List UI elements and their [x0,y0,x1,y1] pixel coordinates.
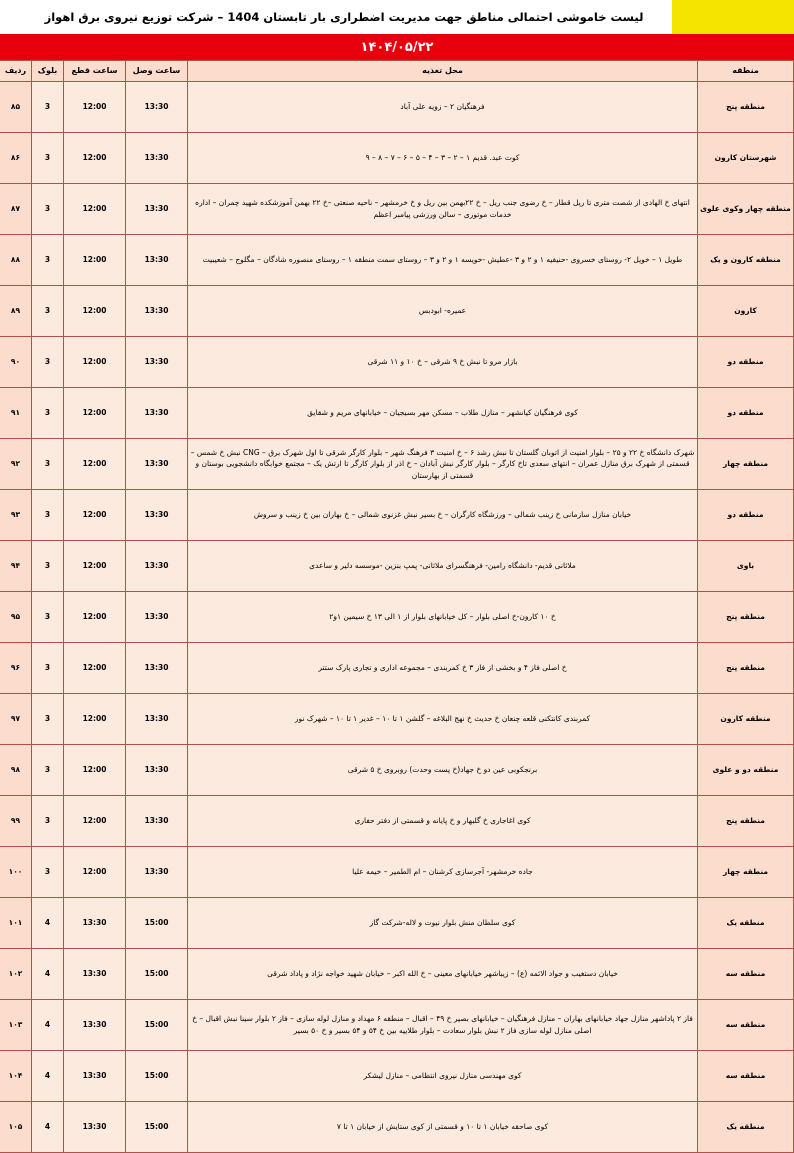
cell-vasl: 13:30 [126,337,188,388]
cell-radif: ۸۵ [0,82,32,133]
cell-ghat: 12:00 [64,439,126,490]
column-header-ghat: ساعت قطع [64,61,126,82]
cell-vasl: 13:30 [126,745,188,796]
cell-radif: ۹۶ [0,643,32,694]
cell-vasl: 13:30 [126,286,188,337]
table-row [0,1102,794,1153]
date-bar: ۱۴۰۴/۰۵/۲۲ [0,34,794,60]
cell-mantaghe: باوی [698,541,794,592]
cell-vasl: 15:00 [126,1102,188,1153]
cell-ghat: 13:30 [64,1000,126,1051]
cell-mantaghe: منطقه کارون و یک [698,235,794,286]
cell-vasl: 15:00 [126,1051,188,1102]
cell-block: 3 [32,235,64,286]
cell-ghat: 12:00 [64,286,126,337]
cell-vasl: 13:30 [126,643,188,694]
cell-block: 3 [32,133,64,184]
cell-mahal: کوی صاحقه خیابان ۱ تا ۱۰ و قسمتی از کوی ستایش از خیابان ۱ تا ۷ [188,1102,698,1153]
cell-vasl: 13:30 [126,796,188,847]
cell-block: 4 [32,1102,64,1153]
cell-vasl: 13:30 [126,490,188,541]
table-header-row [0,61,794,82]
table-row [0,1051,794,1102]
cell-ghat: 12:00 [64,745,126,796]
cell-mantaghe: منطقه پنج [698,82,794,133]
table-row [0,235,794,286]
cell-block: 3 [32,388,64,439]
cell-mahal: خیابان منازل سازمانی خ زینب شمالی – ورزشگاه کارگران – خ بسیر نبش غزنوی شمالی – خ بهاران بین خ زینب و سروش [188,490,698,541]
cell-block: 4 [32,1051,64,1102]
table-row [0,949,794,1000]
cell-mahal: فرهنگیان ۲ – زویه علی آباد [188,82,698,133]
header-banner [0,0,794,34]
cell-mantaghe: منطقه چهار [698,439,794,490]
cell-block: 3 [32,439,64,490]
table-row [0,643,794,694]
cell-mahal: خیابان دستغیب و جواد الائمه (ع) – زیباشهر خیابانهای معینی – خ الله اکبر – خیابان شهید خواجه نژاد و پاداد شرقی [188,949,698,1000]
cell-ghat: 12:00 [64,133,126,184]
cell-block: 3 [32,184,64,235]
table-row [0,439,794,490]
cell-mantaghe: منطقه سه [698,949,794,1000]
table-row [0,898,794,949]
table-row [0,286,794,337]
cell-mahal: جاده خرمشهر- آجرسازی کرشنان – ام الطمیر – خیمه علیا [188,847,698,898]
cell-vasl: 15:00 [126,949,188,1000]
cell-mahal: بازار مرو تا نبش خ ۹ شرقی – خ ۱۰ و ۱۱ شرقی [188,337,698,388]
cell-vasl: 13:30 [126,694,188,745]
cell-radif: ۱۰۲ [0,949,32,1000]
cell-mantaghe: منطقه پنج [698,592,794,643]
cell-vasl: 13:30 [126,439,188,490]
cell-mahal: کوی فرهنگیان کیانشهر – منازل طلاب – مسکن مهر بسیجیان – خیابانهای مریم و شقایق [188,388,698,439]
cell-radif: ۸۹ [0,286,32,337]
cell-mahal: شهرک دانشگاه خ ۲۲ و ۲۵ – بلوار امنیت از اتوبان گلستان تا نبش رشد ۶ – خ امنیت ۳ فرهنگ شهر – بلوار کارگر شرقی تا اول شهرک برق – CNG نبش خ شمس – قسمتی از شهرک برق منازل عمران – انتهای سعدی تاخ کارگر – بلوار کارگر نبش آبادان – خ اذر از بلوار کارگر تا ارتش یک – مجتمع خوابگاه دانشجویی بوستان و قسمتی از بهارستان [188,439,698,490]
cell-vasl: 13:30 [126,133,188,184]
cell-ghat: 12:00 [64,643,126,694]
cell-mantaghe: منطقه دو [698,490,794,541]
cell-vasl: 13:30 [126,541,188,592]
table-row [0,694,794,745]
cell-mantaghe: منطقه دو [698,388,794,439]
cell-mahal: برنجکوبی عین دو خ جهاد(خ پست وحدت) روبروی خ ۵ شرقی [188,745,698,796]
cell-mahal: فاز ۲ پاداشهر منازل جهاد خیابانهای بهاران – منازل فرهنگیان – خیابانهای بصیر خ ۴۹ – اقبال – منطقه ۶ مهداد و منازل لوله سازی – فاز ۲ بلوار سینا نبش اقبال – خ اصلی منازل لوله سازی فاز ۲ نبش بلوار سعادت – بلوار طلاییه بین خ ۵۴ و ۵۴ بسیر و خ ۵۰ بسیر [188,1000,698,1051]
table-header [0,61,794,82]
cell-mantaghe: منطقه سه [698,1051,794,1102]
cell-radif: ۹۷ [0,694,32,745]
cell-ghat: 13:30 [64,898,126,949]
cell-mantaghe: منطقه دو و علوی [698,745,794,796]
table-row [0,796,794,847]
table-row [0,337,794,388]
cell-mahal: کوی سلطان منش بلوار نیوت و لاله-شرکت گاز [188,898,698,949]
cell-ghat: 12:00 [64,694,126,745]
table-row [0,184,794,235]
cell-block: 3 [32,541,64,592]
cell-radif: ۱۰۰ [0,847,32,898]
cell-mantaghe: کارون [698,286,794,337]
cell-block: 3 [32,796,64,847]
cell-mantaghe: منطقه چهار وکوی علوی [698,184,794,235]
column-header-block: بلوک [32,61,64,82]
cell-vasl: 13:30 [126,388,188,439]
cell-radif: ۹۴ [0,541,32,592]
cell-radif: ۸۸ [0,235,32,286]
cell-ghat: 12:00 [64,235,126,286]
cell-ghat: 12:00 [64,184,126,235]
outage-table [0,60,794,1153]
table-row [0,82,794,133]
cell-mantaghe: منطقه یک [698,1102,794,1153]
cell-block: 3 [32,745,64,796]
cell-block: 3 [32,82,64,133]
cell-radif: ۹۵ [0,592,32,643]
cell-ghat: 12:00 [64,337,126,388]
cell-mantaghe: منطقه سه [698,1000,794,1051]
column-header-mantaghe: منطقه [698,61,794,82]
banner-right-spacer [0,0,16,34]
cell-radif: ۹۲ [0,439,32,490]
cell-ghat: 12:00 [64,490,126,541]
table-row [0,1000,794,1051]
cell-vasl: 15:00 [126,1000,188,1051]
cell-block: 3 [32,337,64,388]
cell-block: 3 [32,643,64,694]
column-header-radif: ردیف [0,61,32,82]
cell-mahal: کمربندی کانتکنی قلعه چنعان خ حدیث خ نهج البلاغه – گلشن ۱ تا ۱۰ – غدیر ۱ تا ۱۰ – شهرک نور [188,694,698,745]
cell-block: 3 [32,694,64,745]
cell-mantaghe: منطقه دو [698,337,794,388]
cell-mahal: خ ۱۰ کارون-خ اصلی بلوار – کل خیابانهای بلوار از ۱ الی ۱۳ خ سیمین ۱و۲ [188,592,698,643]
table-row [0,745,794,796]
cell-ghat: 12:00 [64,82,126,133]
cell-ghat: 13:30 [64,1051,126,1102]
cell-mantaghe: منطقه پنج [698,643,794,694]
cell-radif: ۱۰۱ [0,898,32,949]
cell-ghat: 12:00 [64,847,126,898]
cell-mahal: کوی اغاجاری خ گلبهار و خ پایانه و قسمتی از دفتر حفاری [188,796,698,847]
cell-ghat: 12:00 [64,592,126,643]
cell-mahal: خ اصلی فاز ۴ و بخشی از فاز ۳ خ کمربندی – مجموعه اداری و تجاری پارک ستتر [188,643,698,694]
cell-block: 4 [32,1000,64,1051]
cell-mantaghe: منطقه یک [698,898,794,949]
table-body [0,82,794,1153]
cell-block: 4 [32,898,64,949]
cell-mahal: طویل ۱ – خویل ۲- روستای خسروی -حنیفیه ۱ و ۲ و ۳ -عطیش -خویسه ۱ و ۲ و ۳ – روستای سمت منطقه ۱ – روستای منصوره شادگان – مگلوج – شعیبیت [188,235,698,286]
table-row [0,592,794,643]
cell-radif: ۹۱ [0,388,32,439]
cell-vasl: 13:30 [126,82,188,133]
cell-radif: ۱۰۴ [0,1051,32,1102]
page-title: لیست خاموشی احتمالی مناطق جهت مدیریت اضطراری بار تابستان 1404 – شرکت توزیع نیروی برق اهواز [16,0,672,34]
cell-vasl: 13:30 [126,592,188,643]
cell-vasl: 13:30 [126,235,188,286]
cell-mahal: ملاثانی قدیم- دانشگاه رامین- فرهنگسرای ملاثانی- پمپ بنزین -موسسه دلیر و ساعدی [188,541,698,592]
table-row [0,388,794,439]
cell-vasl: 15:00 [126,898,188,949]
cell-block: 3 [32,592,64,643]
cell-mantaghe: شهرستان کارون [698,133,794,184]
cell-mahal: انتهای خ الهادی از شصت متری تا ریل قطار – خ رضوی جنب ریل – خ ۲۲بهمن بین ریل و خ خرمشهر – ناحیه صنعتی –خ ۲۲ بهمن آموزشکده شهید چمران – اداره خدمات موتوری – سالن ورزشی پیامبر اعظم [188,184,698,235]
cell-radif: ۸۷ [0,184,32,235]
cell-block: 3 [32,847,64,898]
cell-mahal: کوی مهندسی منازل نیروی انتظامی – منازل لیشکر [188,1051,698,1102]
cell-ghat: 13:30 [64,1102,126,1153]
column-header-vasl: ساعت وصل [126,61,188,82]
cell-radif: ۹۹ [0,796,32,847]
cell-radif: ۱۰۳ [0,1000,32,1051]
cell-ghat: 12:00 [64,796,126,847]
cell-radif: ۱۰۵ [0,1102,32,1153]
cell-ghat: 12:00 [64,388,126,439]
cell-vasl: 13:30 [126,184,188,235]
cell-radif: ۸۶ [0,133,32,184]
cell-ghat: 13:30 [64,949,126,1000]
cell-mahal: کوت عبد. قدیم ۱ – ۲ – ۳ – ۴ – ۵ – ۶ – ۷ – ۸ – ۹ [188,133,698,184]
cell-mantaghe: منطقه چهار [698,847,794,898]
table-row [0,847,794,898]
cell-mantaghe: منطقه کارون [698,694,794,745]
cell-mahal: عمیره- ابودبس [188,286,698,337]
cell-block: 4 [32,949,64,1000]
table-row [0,133,794,184]
cell-block: 3 [32,490,64,541]
cell-vasl: 13:30 [126,847,188,898]
table-row [0,541,794,592]
table-row [0,490,794,541]
cell-radif: ۹۰ [0,337,32,388]
column-header-mahal: محل تغذیه [188,61,698,82]
cell-block: 3 [32,286,64,337]
logo-placeholder [672,0,794,34]
cell-mantaghe: منطقه پنج [698,796,794,847]
cell-radif: ۹۸ [0,745,32,796]
cell-radif: ۹۳ [0,490,32,541]
cell-ghat: 12:00 [64,541,126,592]
